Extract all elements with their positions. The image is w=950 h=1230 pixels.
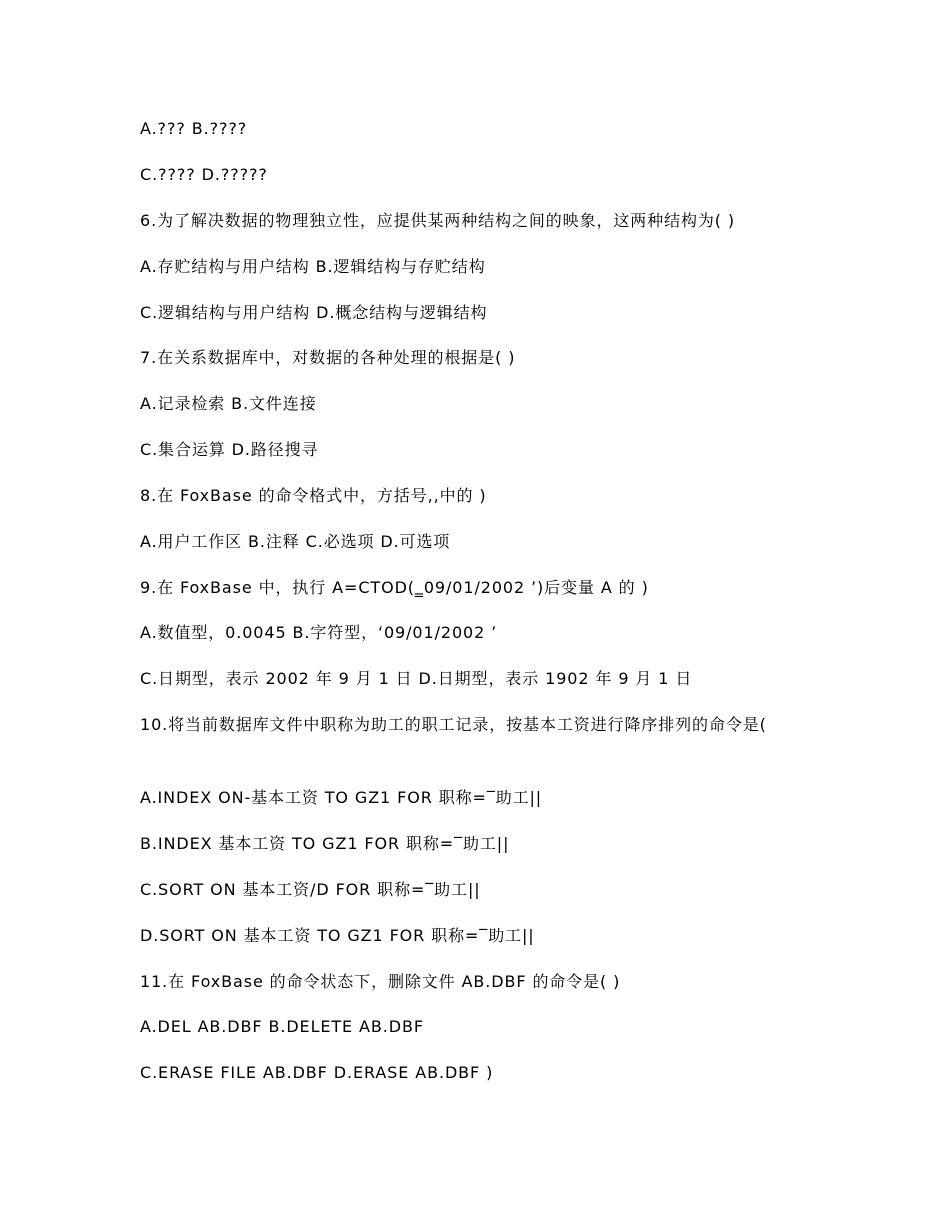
q10-question: 10.将当前数据库文件中职称为助工的职工记录，按基本工资进行降序排列的命令是( xyxy=(140,715,767,734)
q8-options: A.用户工作区 B.注释 C.必选项 D.可选项 xyxy=(140,532,451,551)
q5-options-ab: A.??? B.???? xyxy=(140,119,248,138)
q6-options-ab: A.存贮结构与用户结构 B.逻辑结构与存贮结构 xyxy=(140,257,486,276)
q5-options-cd: C.???? D.????? xyxy=(140,165,268,184)
q11-options-cd: C.ERASE FILE AB.DBF D.ERASE AB.DBF ) xyxy=(140,1063,494,1082)
q9-options-cd: C.日期型，表示 2002 年 9 月 1 日 D.日期型，表示 1902 年 9 月 1 日 xyxy=(140,669,693,688)
q11-options-ab: A.DEL AB.DBF B.DELETE AB.DBF xyxy=(140,1017,424,1036)
q8-question: 8.在 FoxBase 的命令格式中，方括号,,中的 ) xyxy=(140,486,487,505)
q6-question: 6.为了解决数据的物理独立性，应提供某两种结构之间的映象，这两种结构为( ) xyxy=(140,211,736,230)
q9-options-ab: A.数值型，0.0045 B.字符型，‘09/01/2002 ’ xyxy=(140,623,498,642)
q7-options-cd: C.集合运算 D.路径搜寻 xyxy=(140,440,319,459)
q10-option-a: A.INDEX ON-基本工资 TO GZ1 FOR 职称=‾助工|| xyxy=(140,788,543,807)
q7-question: 7.在关系数据库中，对数据的各种处理的根据是( ) xyxy=(140,348,516,367)
q10-option-b: B.INDEX 基本工资 TO GZ1 FOR 职称=‾助工|| xyxy=(140,834,510,853)
q6-options-cd: C.逻辑结构与用户结构 D.概念结构与逻辑结构 xyxy=(140,303,488,322)
q10-option-d: D.SORT ON 基本工资 TO GZ1 FOR 职称=‾助工|| xyxy=(140,926,535,945)
q9-question: 9.在 FoxBase 中，执行 A=CTOD(‗09/01/2002 ’)后变量 A 的 ) xyxy=(140,578,649,597)
q11-question: 11.在 FoxBase 的命令状态下，删除文件 AB.DBF 的命令是( ) xyxy=(140,972,621,991)
q10-option-c: C.SORT ON 基本工资/D FOR 职称=‾助工|| xyxy=(140,880,481,899)
q7-options-ab: A.记录检索 B.文件连接 xyxy=(140,394,317,413)
